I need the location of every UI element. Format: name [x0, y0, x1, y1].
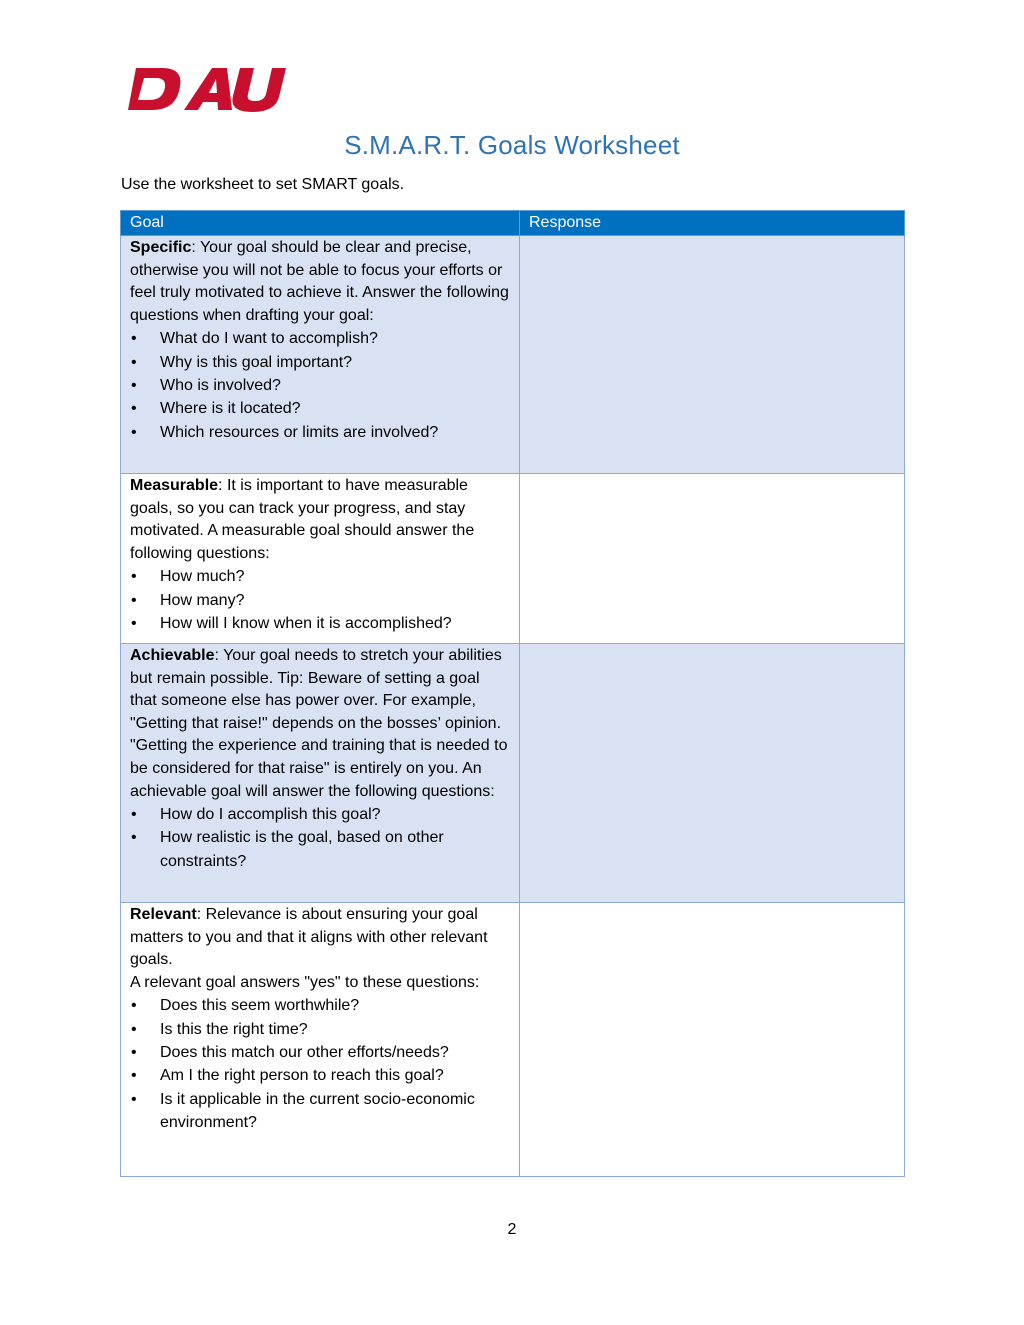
list-item: • Which resources or limits are involved? — [130, 421, 510, 444]
question-list — [130, 565, 510, 635]
goal-description: : Relevance is about ensuring your goal matters to you and that it aligns with other relevant goals. — [130, 906, 488, 969]
page-title: S.M.A.R.T. Goals Worksheet — [344, 130, 680, 160]
list-item: • Does this match our other efforts/needs? — [130, 1041, 510, 1064]
response-field[interactable] — [520, 903, 905, 1177]
question-list — [130, 994, 510, 1134]
table-row-specific — [121, 236, 905, 474]
table-row-measurable — [121, 474, 905, 644]
goal-cell — [121, 644, 520, 903]
goal-cell — [121, 474, 520, 644]
goal-description: : Your goal should be clear and precise, otherwise you will not be able to focus your efforts or feel truly motivated to achieve it. Answer the following questions when drafting your goal: — [130, 239, 509, 324]
question-list — [130, 803, 510, 873]
goal-label: Specific — [130, 239, 192, 256]
column-header-goal: Goal — [121, 211, 520, 236]
question-list — [130, 327, 510, 443]
smart-goals-table — [120, 210, 905, 1177]
table-header-row — [121, 211, 905, 236]
goal-description: : Your goal needs to stretch your abilities but remain possible. Tip: Beware of setting a goal that someone else has power over. For example, "Getting that raise!" depends on the bosses’ opinion. "Getting the experience and training that is needed to be considered for that raise" is entirely on you. An achievable goal will answer the following questions: — [130, 647, 508, 800]
table-row-relevant — [121, 903, 905, 1177]
dau-logo — [128, 66, 292, 112]
goal-label: Achievable — [130, 647, 215, 664]
list-item: • How many? — [130, 589, 510, 612]
column-header-response: Response — [520, 211, 905, 236]
list-item: • Why is this goal important? — [130, 351, 510, 374]
list-item: • How realistic is the goal, based on other constraints? — [130, 826, 510, 873]
goal-description-2: A relevant goal answers "yes" to these questions: — [130, 973, 480, 991]
list-item: • Is it applicable in the current socio-economic environment? — [130, 1088, 510, 1135]
list-item: • How do I accomplish this goal? — [130, 803, 510, 826]
list-item: • Is this the right time? — [130, 1018, 510, 1041]
list-item: • Where is it located? — [130, 397, 510, 420]
goal-cell — [121, 903, 520, 1177]
list-item: • What do I want to accomplish? — [130, 327, 510, 350]
intro-text: Use the worksheet to set SMART goals. — [121, 176, 405, 193]
goal-label: Measurable — [130, 477, 219, 494]
table-row-achievable — [121, 644, 905, 903]
list-item: • How will I know when it is accomplished? — [130, 612, 510, 635]
response-field[interactable] — [520, 236, 905, 474]
goal-description: : It is important to have measurable goals, so you can track your progress, and stay motivated. A measurable goal should answer the following questions: — [130, 477, 475, 562]
list-item: • How much? — [130, 565, 510, 588]
goal-label: Relevant — [130, 906, 197, 923]
list-item: • Am I the right person to reach this goal? — [130, 1064, 510, 1087]
response-field[interactable] — [520, 474, 905, 644]
goal-cell — [121, 236, 520, 474]
page-number: 2 — [507, 1221, 517, 1238]
response-field[interactable] — [520, 644, 905, 903]
list-item: • Who is involved? — [130, 374, 510, 397]
list-item: • Does this seem worthwhile? — [130, 994, 510, 1017]
